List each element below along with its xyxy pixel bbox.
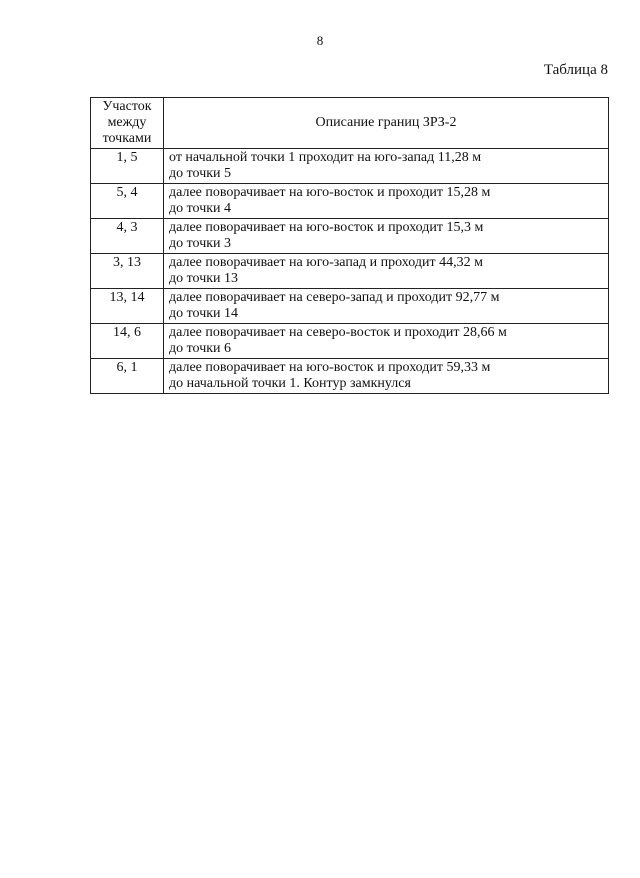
table-row (91, 219, 609, 254)
description-line: далее поворачивает на северо-восток и проходит 28,66 м (169, 325, 507, 340)
column-header-description: Описание границ ЗРЗ-2 (164, 98, 609, 149)
description-line: до точки 3 (169, 236, 232, 251)
description-cell (164, 254, 609, 289)
table-row (91, 289, 609, 324)
header-segment-line: Участок (102, 99, 152, 114)
header-segment-line: между (107, 115, 147, 130)
segment-cell: 6, 1 (91, 359, 164, 394)
segment-cell: 13, 14 (91, 289, 164, 324)
segment-cell: 4, 3 (91, 219, 164, 254)
boundary-table (90, 97, 609, 394)
header-segment-line: точками (102, 131, 152, 146)
table-header-row (91, 98, 609, 149)
description-line: далее поворачивает на северо-запад и проходит 92,77 м (169, 290, 500, 305)
page-number: 8 (316, 33, 324, 48)
description-line: до точки 13 (169, 271, 239, 286)
description-cell (164, 289, 609, 324)
description-cell (164, 324, 609, 359)
description-line: далее поворачивает на юго-восток и проходит 15,3 м (169, 220, 484, 235)
segment-cell: 1, 5 (91, 149, 164, 184)
description-line: до точки 14 (169, 306, 239, 321)
description-line: далее поворачивает на юго-восток и проходит 15,28 м (169, 185, 491, 200)
description-cell (164, 184, 609, 219)
table-row (91, 149, 609, 184)
description-line: до начальной точки 1. Контур замкнулся (169, 376, 411, 391)
table-row (91, 324, 609, 359)
segment-cell: 3, 13 (91, 254, 164, 289)
description-line: до точки 5 (169, 166, 232, 181)
description-line: далее поворачивает на юго-запад и проходит 44,32 м (169, 255, 483, 270)
description-line: от начальной точки 1 проходит на юго-запад 11,28 м (169, 150, 482, 165)
table-row (91, 184, 609, 219)
table-row (91, 359, 609, 394)
description-line: до точки 4 (169, 201, 232, 216)
description-line: до точки 6 (169, 341, 232, 356)
segment-cell: 14, 6 (91, 324, 164, 359)
table-row (91, 254, 609, 289)
column-header-segment (91, 98, 164, 149)
description-cell (164, 219, 609, 254)
description-cell (164, 149, 609, 184)
description-line: далее поворачивает на юго-восток и проходит 59,33 м (169, 360, 491, 375)
segment-cell: 5, 4 (91, 184, 164, 219)
table-caption: Таблица 8 (543, 62, 608, 78)
description-cell (164, 359, 609, 394)
